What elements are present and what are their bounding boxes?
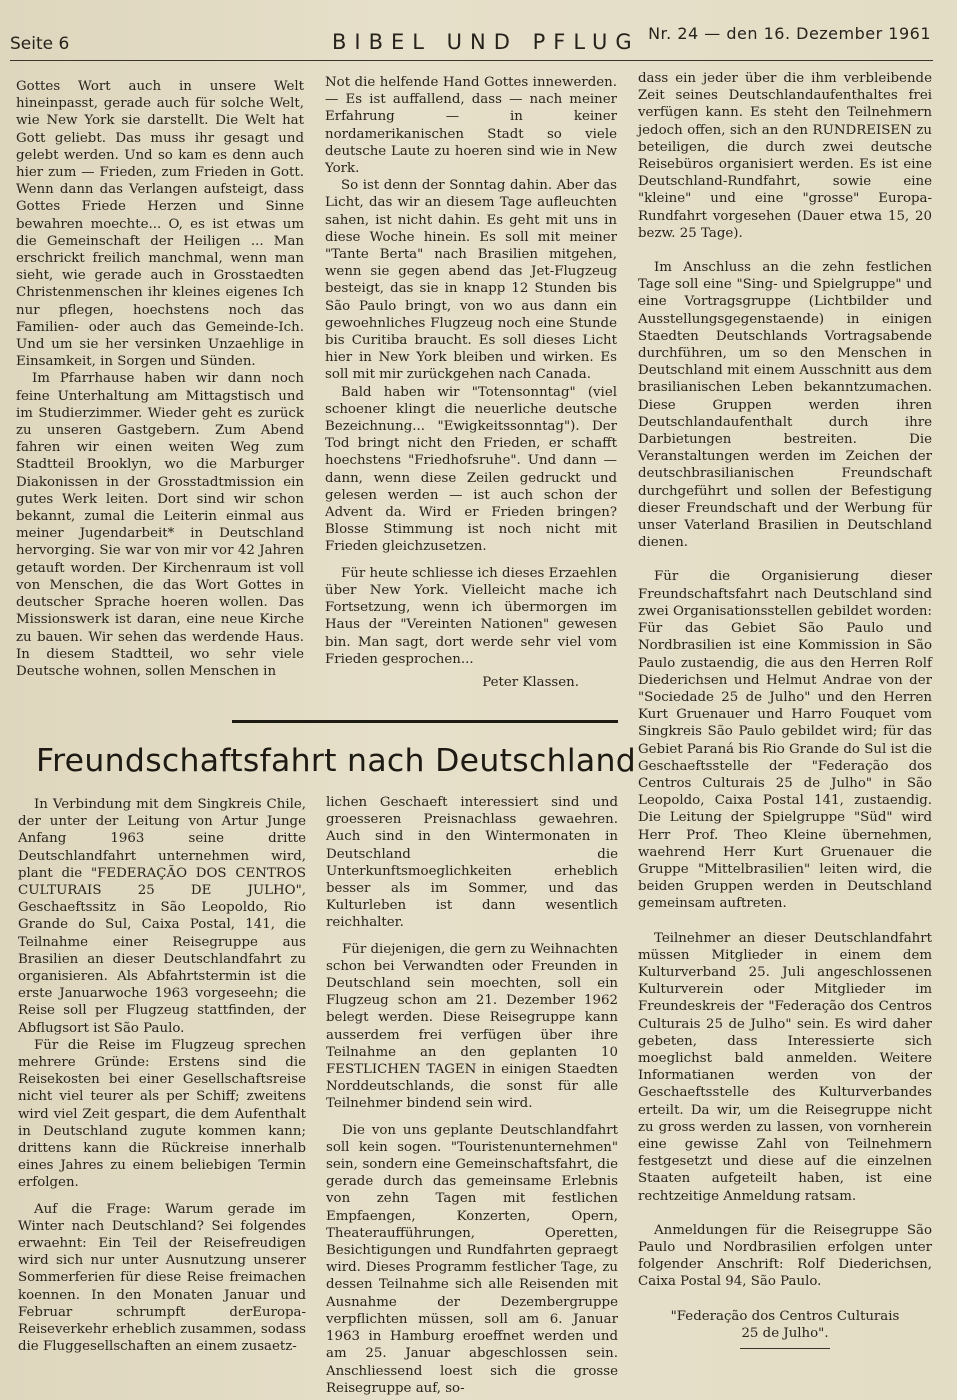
article-headline: Freundschaftsfahrt nach Deutschland xyxy=(36,743,637,779)
masthead-title: BIBEL UND PFLUG xyxy=(332,30,640,54)
paragraph: Für die Reise im Flugzeug sprechen mehrere Gründe: Erstens sind die Reisekosten bei einer Gesellschaftsreise nicht viel teurer als per Schiff; zweitens wird viel Zeit gespart, die dem Aufenthalt in Deutschland zugute kommen kann; drittens kann die Rückreise innerhalb eines Jahres zu einem beliebigen Termin erfolgen. xyxy=(18,1037,306,1191)
paragraph: Anmeldungen für die Reisegruppe São Paulo und Nordbrasilien erfolgen unter folgender Anschrift: Rolf Diederichsen, Caixa Postal 94, São Paulo. xyxy=(638,1222,932,1290)
signoff-line: "Federação dos Centros Culturais xyxy=(670,1308,900,1324)
article1-column-2 xyxy=(325,74,617,714)
paragraph: Im Pfarrhause haben wir dann noch feine Unterhaltung am Mittagstisch und im Studierzimmer. Wieder geht es zurück zu unseren Gastgebern. Zum Abend fahren wir einen weiten Weg zum Stadtteil Brooklyn, wo die Marburger Diakonissen in der Grosstadtmission ein gutes Werk leiten. Dort sind wir schon bekannt, zumal die Leiterin einmal aus meiner Jugendarbeit* in Deutschland hervorging. Sie war von mir vor 42 Jahren getauft worden. Der Kirchenraum ist voll von Menschen, die das Wort Gottes in deutscher Sprache hoeren wollen. Das Missionswerk ist daran, eine neue Kirche zu bauen. Wir sehen das werdende Haus. In diesem Stadtteil, wo sehr viele Deutsche wohnen, sollen Menschen in xyxy=(16,371,304,679)
right-column xyxy=(638,70,932,1370)
signoff-line: 25 de Julho". xyxy=(741,1325,829,1341)
paragraph: Teilnehmer an dieser Deutschlandfahrt müssen Mitglieder in einem dem Kulturverband 25. Juli angeschlossenen Kulturverein oder Mitglieder im Freundeskreis der "Federação dos Centros Culturais 25 de Julho" sein. Es wird daher gebeten, dass Interessierte sich moeglichst bald anmelden. Weitere Informatianen werden von der Geschaeftsstelle des Kulturverbandes erteilt. Da wir, um die Reisegruppe nicht zu gross werden zu lassen, von vornherein eine gewisse Zahl von Teilnehmern festgesetzt und diese auf die einzelnen Staaten aufgeteilt haben, ist eine rechtzeitige Anmeldung ratsam. xyxy=(638,930,932,1204)
signoff-rule xyxy=(740,1348,830,1349)
paragraph: lichen Geschaeft interessiert sind und groesseren Preisnachlass gewaehren. Auch sind in den Wintermonaten in Deutschland die Unterkunftsmoeglichkeiten erheblich besser als im Sommer, und das Kulturleben ist dann wesentlich reichhalter. xyxy=(326,795,618,931)
header-rule xyxy=(10,60,933,61)
paragraph: In Verbindung mit dem Singkreis Chile, der unter der Leitung von Artur Junge Anfang 1963 seine dritte Deutschlandfahrt unternehmen wird, plant die "FEDERAÇÃO DOS CENTROS CULTURAIS 25 DE JULHO", Geschaeftssitz in São Leopoldo, Rio Grande do Sul, Caixa Postal, 141, die Teilnahme einer Reisegruppe aus Brasilien an dieser Deutschlandfahrt zu organisieren. Als Abfahrtstermin ist die erste Januarwoche 1963 vorgeseehn; die Reise soll per Flugzeug stattfinden, der Abflugsort ist São Paulo. xyxy=(18,797,306,1036)
page-number: Seite 6 xyxy=(10,34,70,54)
paragraph: Für diejenigen, die gern zu Weihnachten schon bei Verwandten oder Freunden in Deutschland sein moechten, soll ein Flugzeug schon am 21. Dezember 1962 belegt werden. Diese Reisegruppe kann ausserdem frei verfügen über ihre Teilnahme an den geplanten 10 FESTLICHEN TAGEN in einigen Staedten Norddeutschlands, die sonst für alle Teilnehmer bindend sein wird. xyxy=(326,941,618,1112)
paragraph: Auf die Frage: Warum gerade im Winter nach Deutschland? Sei folgendes erwaehnt: Ein Teil der Reisefreudigen wird sich nur unter Ausnutzung unserer Sommerferien für diese Reise freimachen koennen. In den Monaten Januar und Februar schrumpft derEuropa-Reiseverkehr erheblich zusammen, sodass die Fluggesellschaften an einem zusaetz- xyxy=(18,1201,306,1355)
paragraph: So ist denn der Sonntag dahin. Aber das Licht, das wir an diesem Tage aufleuchten sahen, ist nicht dahin. Es geht mit uns in diese Woche hinein. Es soll mit meiner "Tante Berta" nach Brasilien mitgehen, wenn sie gegen abend das Jet-Flugzeug besteigt, das sie in knapp 12 Stunden bis São Paulo bringt, von wo aus dann ein gewoehnliches Flugzeug noch eine Stunde bis Curitiba braucht. Es soll dieses Licht hier in New York bleiben und wirken. Es soll mit mir zurückgehen nach Canada. xyxy=(325,178,617,383)
headline-divider xyxy=(232,720,618,723)
paragraph: Für heute schliesse ich dieses Erzaehlen über New York. Vielleicht mache ich Fortsetzung, wenn ich übermorgen im Haus der "Vereinten Nationen" gewesen bin. Man sagt, dort werde sehr viel vom Frieden gesprochen... xyxy=(325,565,617,667)
article2-column-1 xyxy=(18,796,306,1388)
paragraph: Die von uns geplante Deutschlandfahrt soll kein sogen. "Touristenunternehmen" sein, sondern eine Gemeinschaftsfahrt, die gerade durch das gemeinsame Erlebnis von zehn Tagen mit festlichen Empfaengen, Konzerten, Opern, Theateraufführungen, Operetten, Besichtigungen und Rundfahrten gepraegt wird. Dieses Programm festlicher Tage, zu dessen Teilnahme sich alle Reisenden mit Ausnahme der Dezembergruppe verpflichten müssen, soll am 6. Januar 1963 in Hamburg eroeffnet werden und am 25. Januar abgeschlossen sein. Anschliessend loest sich die grosse Reisegruppe auf, so- xyxy=(326,1122,618,1396)
author-signature: Peter Klassen. xyxy=(482,674,579,690)
paragraph: Im Anschluss an die zehn festlichen Tage soll eine "Sing- und Spielgruppe" und eine Vortragsgruppe (Lichtbilder und Ausstellungsgegenstaende) in einigen Staedten Deutschlands Vortragsabende durchführen, um so den Menschen in Deutschland mit einem Ausschnitt aus dem brasilianischen Leben bekanntzumachen. Diese Gruppen werden ihren Deutschlandaufenthalt durch ihre Darbietungen bestreiten. Die Veranstaltungen werden im Zeichen der deutschbrasilianischen Freundschaft durchgeführt und sollen der Befestigung dieser Freundschaft und der Werbung für unser Vaterland Brasilien in Deutschland dienen. xyxy=(638,260,932,551)
issue-date: Nr. 24 — den 16. Dezember 1961 xyxy=(648,24,931,43)
paragraph: Not die helfende Hand Gottes innewerden. — Es ist auffallend, dass — nach meiner Erfahrung — in keiner nordamerikanischen Stadt so viele deutsche Laute zu hoeren sind wie in New York. xyxy=(325,75,617,177)
paragraph: Bald haben wir "Totensonntag" (viel schoener klingt die neuerliche deutsche Bezeichnung... "Ewigkeitssonntag"). Der Tod bringt nicht den Frieden, er schafft hoechstens "Friedhofsruhe". Und dann — dann, wenn diese Zeilen gedruckt und gelesen werden — ist auch schon der Advent da. Wird er Frieden bringen? Blosse Stimmung ist noch nicht mit Frieden gleichzusetzen. xyxy=(325,384,617,555)
paragraph: Für die Organisierung dieser Freundschaftsfahrt nach Deutschland sind zwei Organisationsstellen gebildet worden: Für das Gebiet São Paulo und Nordbrasilien ist eine Kommission in São Paulo zustaendig, die aus den Herren Rolf Diederichsen und Helmut Andrae von der "Sociedade 25 de Julho" und den Herren Kurt Gruenauer und Harro Fouquet vom Singkreis São Paulo gebildet wird; für das Gebiet Paraná bis Rio Grande do Sul ist die Geschaeftsstelle der "Federação dos Centros Culturais 25 de Julho" in São Leopoldo, Caixa Postal 141, zustaendig. Die Leitung der Spielgruppe "Süd" wird Herr Prof. Theo Kleine übernehmen, waehrend Herr Kurt Gruenauer die Gruppe "Mittelbrasilien" leiten wird, die beiden Gruppen werden in Deutschland gemeinsam auftreten. xyxy=(638,569,932,912)
paragraph: Gottes Wort auch in unsere Welt hineinpasst, gerade auch für solche Welt, wie New York sie darstellt. Die Welt hat Gott geliebt. Das muss ihr gesagt und gelebt werden. Und so kam es denn auch hier zum — Frieden, zum Frieden in Gott. Wenn dann das Verlangen aufsteigt, dass Gottes Friede Herzen und Sinne bewahren moechte... O, es ist etwas um die Gemeinschaft der Heiligen ... Man erschrickt freilich manchmal, wenn man sieht, wie gerade auch in Grosstaedten Christenmenschen ihr kleines eigenes Ich nur pflegen, hoechstens noch das Familien- oder auch das Gemeinde-Ich. Und um sie her versinken Unzaehlige in Einsamkeit, in Sorgen und Sünden. xyxy=(16,79,304,370)
article1-column-1 xyxy=(16,78,304,708)
paragraph: dass ein jeder über die ihm verbleibende Zeit seines Deutschlandaufenthaltes frei verfügen kann. Es steht den Teilnehmern jedoch offen, sich an den RUNDREISEN zu beteiligen, die durch zwei deutsche Reisebüros organisiert werden. Es ist eine Deutschland-Rundfahrt, sowie eine "kleine" und eine "grosse" Europa-Rundfahrt vorgesehen (Dauer etwa 15, 20 bezw. 25 Tage). xyxy=(638,71,932,241)
page-header xyxy=(10,24,933,64)
article2-column-2 xyxy=(326,794,618,1396)
